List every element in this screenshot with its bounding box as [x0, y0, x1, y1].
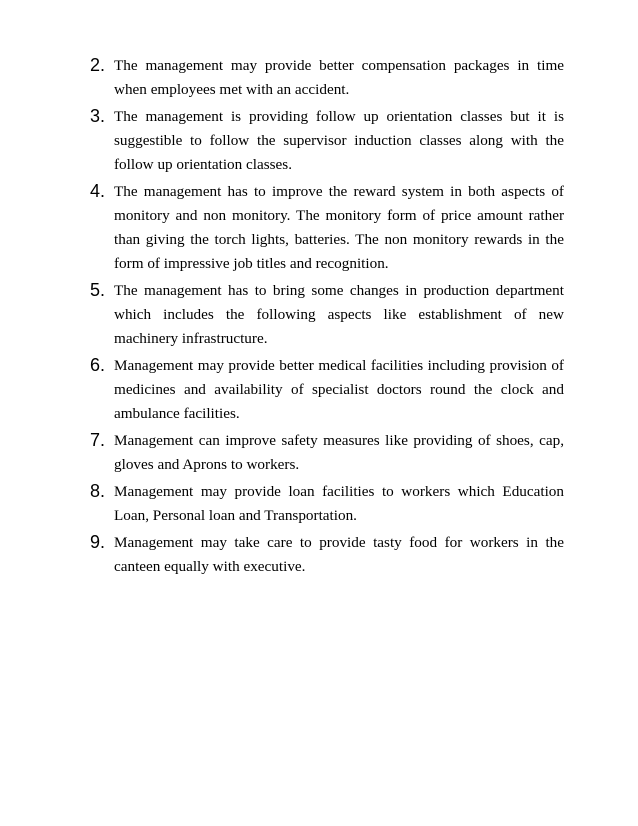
list-item: [90, 104, 564, 177]
list-item-number: 7.: [90, 430, 106, 450]
list-item-number: 3.: [90, 106, 106, 126]
list-item-text: Management may take care to provide tasty food for workers in the canteen equally with executive.: [114, 534, 564, 575]
list-item-text: The management has to improve the reward system in both aspects of monitory and non monitory. The monitory form of price amount rather than giving the torch lights, batteries. The non monitory rewards in the form of impressive job titles and recognition.: [114, 183, 564, 272]
list-item-number: 5.: [90, 280, 106, 300]
list-item: [90, 479, 564, 528]
list-item: [90, 530, 564, 579]
list-item-text: Management may provide better medical facilities including provision of medicines and availability of specialist doctors round the clock and ambulance facilities.: [114, 357, 564, 422]
list-item-number: 9.: [90, 532, 106, 552]
list-item-text: The management is providing follow up orientation classes but it is suggestible to follow the supervisor induction classes along with the follow up orientation classes.: [114, 108, 564, 173]
list-item-number: 6.: [90, 355, 106, 375]
list-item-number: 8.: [90, 481, 106, 501]
list-item: [90, 53, 564, 102]
list-item-text: Management may provide loan facilities to workers which Education Loan, Personal loan and Transportation.: [114, 483, 564, 524]
list-item-text: The management may provide better compensation packages in time when employees met with an accident.: [114, 57, 564, 98]
list-item: [90, 278, 564, 351]
list-item: [90, 428, 564, 477]
list-item-text: The management has to bring some changes in production department which includes the following aspects like establishment of new machinery infrastructure.: [114, 282, 564, 347]
list-item-number: 2.: [90, 55, 106, 75]
recommendations-list: [90, 53, 564, 581]
list-item-text: Management can improve safety measures like providing of shoes, cap, gloves and Aprons to workers.: [114, 432, 564, 473]
list-item: [90, 179, 564, 276]
list-item: [90, 353, 564, 426]
list-item-number: 4.: [90, 181, 106, 201]
